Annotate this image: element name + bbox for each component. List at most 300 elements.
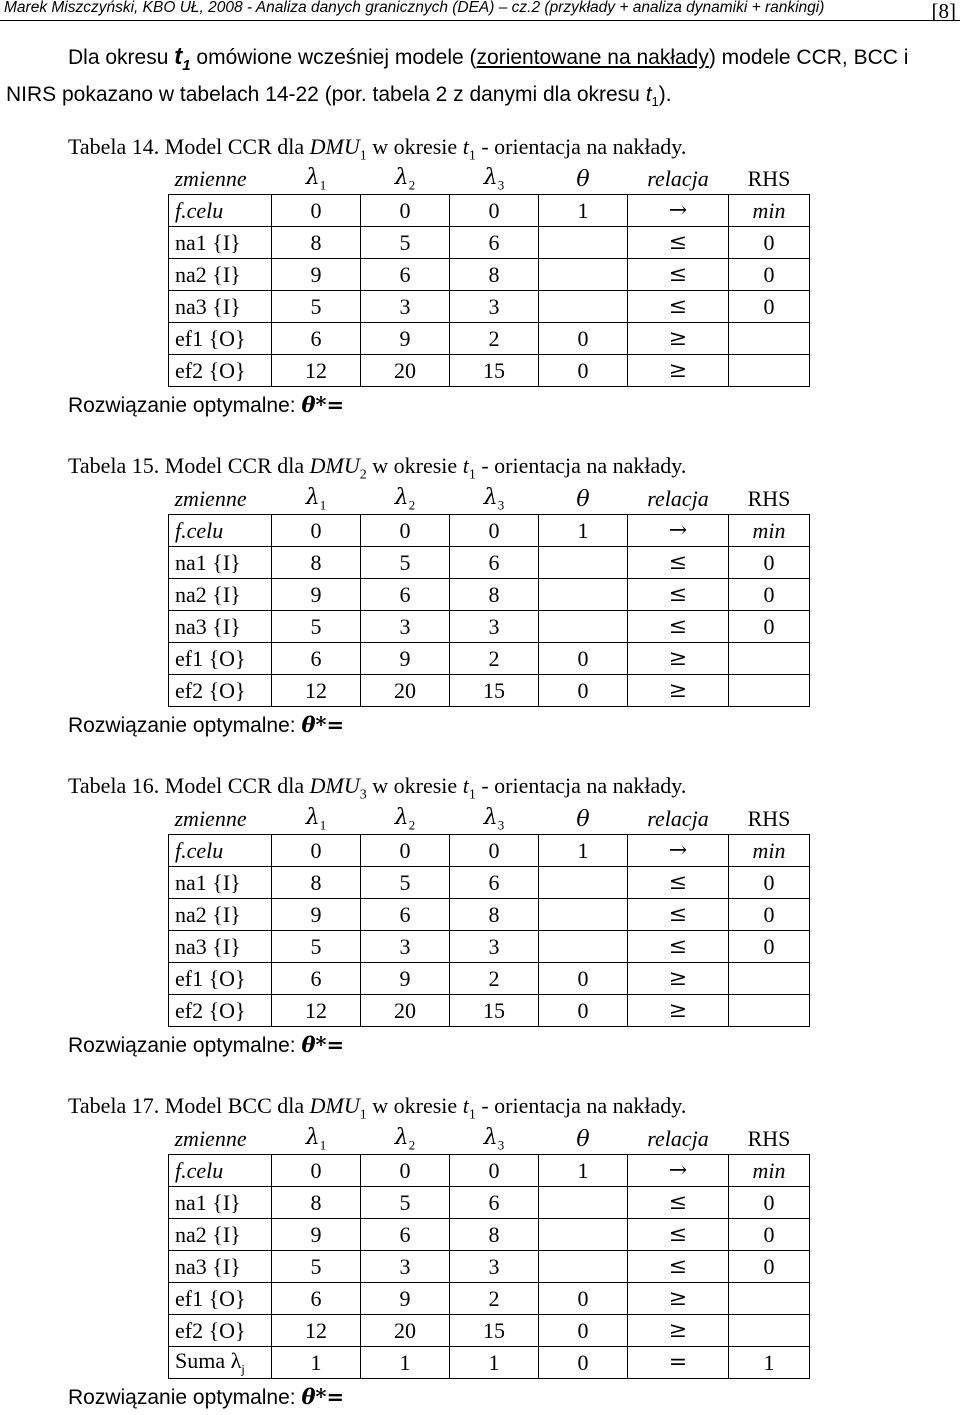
caption-dmu-sub: 2 [359, 467, 367, 483]
row-label-sub: j [241, 1361, 245, 1377]
lambda-symbol: λ [305, 164, 320, 190]
cell-rhs [729, 355, 810, 387]
cell-lambda-3: 8 [450, 1219, 539, 1251]
cell-theta [539, 899, 628, 931]
cell-rhs: 0 [729, 259, 810, 291]
cell-theta [539, 1251, 628, 1283]
caption-period-sub: 1 [468, 787, 476, 803]
cell-lambda-2: 1 [361, 1347, 450, 1379]
lambda-symbol: λ [483, 484, 498, 510]
theta-symbol: θ [576, 806, 590, 832]
intro-underlined: zorientowane na nakłady [476, 46, 709, 69]
cell-lambda-2: 5 [361, 1187, 450, 1219]
cell-lambda-2: 6 [361, 1219, 450, 1251]
row-label: na1 {I} [169, 227, 272, 259]
cell-relation: ≤ [628, 931, 729, 963]
cell-lambda-2: 6 [361, 259, 450, 291]
cell-lambda-3: 15 [450, 995, 539, 1027]
caption-dmu: DMU [309, 1093, 360, 1118]
cell-theta: 0 [539, 675, 628, 707]
lambda-index: 3 [497, 817, 505, 833]
caption-dmu-sub: 3 [359, 787, 367, 803]
cell-theta [539, 579, 628, 611]
theta-symbol: θ [576, 486, 590, 512]
cell-lambda-1: 8 [272, 227, 361, 259]
caption-mid: w okresie [366, 773, 463, 798]
cell-rhs: 0 [729, 899, 810, 931]
table-header-row [169, 803, 810, 835]
cell-lambda-1: 5 [272, 1251, 361, 1283]
header-rhs: RHS [729, 1123, 810, 1155]
cell-rhs [729, 963, 810, 995]
cell-lambda-2: 6 [361, 579, 450, 611]
cell-lambda-2: 0 [361, 515, 450, 547]
header-theta [539, 163, 628, 195]
cell-lambda-2: 9 [361, 323, 450, 355]
row-label: na2 {I} [169, 1219, 272, 1251]
intro-t2-sub: 1 [651, 93, 659, 109]
cell-theta: 1 [539, 835, 628, 867]
solution-label: Rozwiązanie optymalne: [68, 1386, 302, 1409]
caption-dmu-sub: 1 [359, 148, 367, 164]
cell-relation: → [628, 515, 729, 547]
cell-lambda-1: 9 [272, 579, 361, 611]
table-row [169, 867, 810, 899]
header-lambda-3 [450, 483, 539, 515]
cell-lambda-3: 2 [450, 963, 539, 995]
cell-relation: ≥ [628, 1315, 729, 1347]
intro-t-letter: t [174, 43, 183, 70]
caption-suffix: - orientacja na nakłady. [475, 134, 687, 159]
header-relation: relacja [628, 1123, 729, 1155]
cell-lambda-3: 2 [450, 643, 539, 675]
cell-lambda-1: 1 [272, 1347, 361, 1379]
cell-lambda-3: 3 [450, 931, 539, 963]
table-row [169, 515, 810, 547]
cell-theta [539, 931, 628, 963]
header-rhs: RHS [729, 163, 810, 195]
header-lambda-1 [272, 803, 361, 835]
cell-lambda-2: 3 [361, 1251, 450, 1283]
table-row [169, 1251, 810, 1283]
cell-rhs: 0 [729, 867, 810, 899]
dea-table [168, 1123, 810, 1379]
cell-lambda-1: 6 [272, 323, 361, 355]
table-header-row [169, 163, 810, 195]
row-label: na1 {I} [169, 547, 272, 579]
cell-relation: → [628, 1155, 729, 1187]
header-lambda-1 [272, 163, 361, 195]
theta-symbol: θ [576, 1126, 590, 1152]
row-label: ef2 {O} [169, 355, 272, 387]
cell-rhs [729, 1315, 810, 1347]
solution-theta: θ*= [301, 392, 345, 417]
table-row [169, 259, 810, 291]
cell-lambda-2: 0 [361, 195, 450, 227]
cell-lambda-1: 5 [272, 931, 361, 963]
cell-rhs: 0 [729, 1187, 810, 1219]
table-row [169, 963, 810, 995]
dea-table [168, 483, 810, 707]
table-row [169, 195, 810, 227]
cell-theta [539, 1219, 628, 1251]
intro-t2: t [645, 82, 652, 106]
dea-table [168, 163, 810, 387]
cell-lambda-3: 0 [450, 195, 539, 227]
cell-lambda-1: 12 [272, 1315, 361, 1347]
table-row [169, 579, 810, 611]
cell-relation: ≤ [628, 259, 729, 291]
table-row [169, 931, 810, 963]
solution-theta: θ*= [301, 1384, 345, 1409]
caption-period: t [462, 134, 469, 159]
lambda-symbol: λ [305, 1124, 320, 1150]
header-lambda-2 [361, 1123, 450, 1155]
cell-lambda-3: 3 [450, 611, 539, 643]
intro-text-3: ) modele CCR, BCC i NIRS pokazano w tabelach 14-22 (por. tabela 2 z danymi dla okresu [6, 46, 909, 106]
intro-t-symbol [174, 43, 191, 74]
cell-theta: 0 [539, 1315, 628, 1347]
row-label: na2 {I} [169, 899, 272, 931]
cell-lambda-3: 0 [450, 835, 539, 867]
cell-lambda-2: 0 [361, 1155, 450, 1187]
header-theta [539, 1123, 628, 1155]
lambda-symbol: λ [305, 804, 320, 830]
cell-lambda-2: 6 [361, 899, 450, 931]
cell-theta: 1 [539, 195, 628, 227]
lambda-index: 2 [408, 177, 416, 193]
cell-relation: ≥ [628, 675, 729, 707]
cell-lambda-2: 5 [361, 867, 450, 899]
cell-theta: 0 [539, 1283, 628, 1315]
cell-lambda-1: 0 [272, 195, 361, 227]
caption-period-sub: 1 [468, 148, 476, 164]
cell-lambda-1: 6 [272, 1283, 361, 1315]
cell-lambda-3: 3 [450, 1251, 539, 1283]
cell-relation: ≤ [628, 1251, 729, 1283]
cell-lambda-3: 15 [450, 355, 539, 387]
row-label: na2 {I} [169, 579, 272, 611]
lambda-symbol: λ [305, 484, 320, 510]
cell-theta: 0 [539, 963, 628, 995]
caption-mid: w okresie [366, 134, 463, 159]
cell-relation: ≥ [628, 643, 729, 675]
cell-relation: ≤ [628, 867, 729, 899]
cell-lambda-1: 5 [272, 611, 361, 643]
table-row [169, 899, 810, 931]
cell-lambda-2: 9 [361, 1283, 450, 1315]
table-row [169, 835, 810, 867]
caption-prefix: Tabela 14. Model CCR dla [68, 134, 310, 159]
header-theta [539, 483, 628, 515]
cell-rhs: min [729, 835, 810, 867]
header-lambda-1 [272, 1123, 361, 1155]
optimal-solution [68, 391, 344, 420]
table-row [169, 1283, 810, 1315]
header-text: Marek Miszczyński, KBO UŁ, 2008 - Analiza danych granicznych (DEA) – cz.2 (przykłady + analiza dynamiki + rankingi) [4, 0, 825, 16]
cell-theta [539, 1187, 628, 1219]
cell-theta: 0 [539, 643, 628, 675]
cell-lambda-3: 8 [450, 899, 539, 931]
row-label: na2 {I} [169, 259, 272, 291]
header-relation: relacja [628, 803, 729, 835]
cell-lambda-2: 3 [361, 931, 450, 963]
cell-theta [539, 291, 628, 323]
cell-lambda-3: 8 [450, 259, 539, 291]
caption-prefix: Tabela 15. Model CCR dla [68, 453, 310, 478]
optimal-solution [68, 711, 344, 740]
cell-rhs [729, 675, 810, 707]
page-header [0, 0, 960, 21]
caption-prefix: Tabela 17. Model BCC dla [68, 1093, 310, 1118]
cell-rhs: 1 [729, 1347, 810, 1379]
cell-lambda-1: 8 [272, 1187, 361, 1219]
intro-text-4: ). [658, 82, 672, 106]
cell-lambda-3: 0 [450, 1155, 539, 1187]
table-row [169, 291, 810, 323]
row-label: ef1 {O} [169, 1283, 272, 1315]
cell-theta: 0 [539, 995, 628, 1027]
cell-relation: ≥ [628, 995, 729, 1027]
cell-relation: ≥ [628, 355, 729, 387]
lambda-index: 3 [497, 1137, 505, 1153]
cell-rhs: 0 [729, 931, 810, 963]
table-row [169, 643, 810, 675]
cell-theta [539, 547, 628, 579]
row-label: ef1 {O} [169, 963, 272, 995]
cell-lambda-1: 12 [272, 675, 361, 707]
cell-lambda-2: 0 [361, 835, 450, 867]
cell-rhs: 0 [729, 611, 810, 643]
table-row [169, 1187, 810, 1219]
lambda-symbol: λ [394, 484, 409, 510]
theta-symbol: θ [576, 166, 590, 192]
cell-relation: ≤ [628, 899, 729, 931]
cell-rhs [729, 643, 810, 675]
cell-lambda-3: 2 [450, 1283, 539, 1315]
caption-period-sub: 1 [468, 1107, 476, 1123]
cell-lambda-1: 9 [272, 259, 361, 291]
cell-rhs: 0 [729, 227, 810, 259]
lambda-index: 2 [408, 817, 416, 833]
lambda-symbol: λ [483, 804, 498, 830]
header-variables: zmienne [169, 483, 272, 515]
cell-relation: ≥ [628, 323, 729, 355]
row-label: f.celu [169, 195, 272, 227]
table-row [169, 323, 810, 355]
cell-theta [539, 259, 628, 291]
caption-dmu: DMU [309, 773, 360, 798]
solution-theta: θ*= [301, 712, 345, 737]
cell-relation: ≤ [628, 291, 729, 323]
cell-lambda-1: 8 [272, 547, 361, 579]
row-label: ef2 {O} [169, 675, 272, 707]
table-row [169, 675, 810, 707]
cell-relation: ≤ [628, 1187, 729, 1219]
header-relation: relacja [628, 483, 729, 515]
row-label: na1 {I} [169, 1187, 272, 1219]
row-label: f.celu [169, 515, 272, 547]
cell-lambda-1: 0 [272, 835, 361, 867]
lambda-index: 1 [319, 1137, 327, 1153]
table-header-row [169, 1123, 810, 1155]
cell-lambda-1: 6 [272, 963, 361, 995]
cell-theta: 1 [539, 515, 628, 547]
lambda-symbol: λ [394, 1124, 409, 1150]
cell-theta: 1 [539, 1155, 628, 1187]
cell-relation: ≤ [628, 227, 729, 259]
cell-lambda-3: 2 [450, 323, 539, 355]
row-label: na3 {I} [169, 1251, 272, 1283]
cell-lambda-1: 0 [272, 515, 361, 547]
table-row [169, 611, 810, 643]
cell-rhs [729, 323, 810, 355]
cell-relation: ≤ [628, 611, 729, 643]
caption-dmu: DMU [309, 453, 360, 478]
lambda-index: 2 [408, 497, 416, 513]
cell-lambda-2: 20 [361, 675, 450, 707]
optimal-solution [68, 1383, 344, 1412]
caption-mid: w okresie [366, 453, 463, 478]
caption-period-sub: 1 [468, 467, 476, 483]
cell-rhs [729, 1283, 810, 1315]
cell-lambda-1: 8 [272, 867, 361, 899]
lambda-symbol: λ [394, 804, 409, 830]
cell-lambda-1: 12 [272, 995, 361, 1027]
cell-theta: 0 [539, 323, 628, 355]
caption-period: t [462, 1093, 469, 1118]
caption-prefix: Tabela 16. Model CCR dla [68, 773, 310, 798]
table-row [169, 1315, 810, 1347]
intro-text-2: omówione wcześniej modele ( [190, 46, 477, 69]
header-lambda-3 [450, 1123, 539, 1155]
cell-lambda-3: 0 [450, 515, 539, 547]
cell-theta: 0 [539, 355, 628, 387]
cell-lambda-2: 20 [361, 1315, 450, 1347]
cell-lambda-3: 3 [450, 291, 539, 323]
solution-label: Rozwiązanie optymalne: [68, 394, 302, 417]
cell-lambda-2: 9 [361, 963, 450, 995]
cell-theta [539, 867, 628, 899]
cell-relation: ≥ [628, 963, 729, 995]
cell-relation: ≥ [628, 1283, 729, 1315]
row-label: na3 {I} [169, 931, 272, 963]
row-label: na1 {I} [169, 867, 272, 899]
row-label: ef1 {O} [169, 323, 272, 355]
row-label: na3 {I} [169, 291, 272, 323]
cell-relation: → [628, 195, 729, 227]
cell-rhs: 0 [729, 1251, 810, 1283]
caption-suffix: - orientacja na nakłady. [475, 1093, 687, 1118]
cell-relation: ≤ [628, 547, 729, 579]
dea-table [168, 803, 810, 1027]
table-row [169, 1219, 810, 1251]
cell-lambda-2: 5 [361, 547, 450, 579]
row-label: ef1 {O} [169, 643, 272, 675]
caption-dmu: DMU [309, 134, 360, 159]
solution-label: Rozwiązanie optymalne: [68, 1034, 302, 1057]
cell-relation: → [628, 835, 729, 867]
cell-lambda-1: 9 [272, 899, 361, 931]
lambda-index: 3 [497, 177, 505, 193]
intro-t-sub: 1 [182, 56, 191, 74]
cell-rhs: min [729, 195, 810, 227]
cell-lambda-2: 9 [361, 643, 450, 675]
cell-rhs: min [729, 515, 810, 547]
intro-paragraph [6, 42, 951, 116]
row-label [169, 1347, 272, 1379]
cell-theta [539, 611, 628, 643]
lambda-symbol: λ [394, 164, 409, 190]
row-label: ef2 {O} [169, 995, 272, 1027]
optimal-solution [68, 1031, 344, 1060]
caption-suffix: - orientacja na nakłady. [475, 773, 687, 798]
solution-label: Rozwiązanie optymalne: [68, 714, 302, 737]
cell-lambda-2: 20 [361, 995, 450, 1027]
lambda-symbol: λ [483, 1124, 498, 1150]
cell-lambda-2: 20 [361, 355, 450, 387]
header-lambda-2 [361, 803, 450, 835]
header-lambda-3 [450, 803, 539, 835]
table-row [169, 1155, 810, 1187]
row-label: na3 {I} [169, 611, 272, 643]
caption-mid: w okresie [366, 1093, 463, 1118]
lambda-index: 2 [408, 1137, 416, 1153]
cell-lambda-2: 3 [361, 611, 450, 643]
cell-lambda-3: 15 [450, 675, 539, 707]
header-lambda-3 [450, 163, 539, 195]
cell-lambda-3: 6 [450, 227, 539, 259]
cell-rhs: 0 [729, 1219, 810, 1251]
cell-theta: 0 [539, 1347, 628, 1379]
cell-rhs: 0 [729, 547, 810, 579]
cell-lambda-1: 0 [272, 1155, 361, 1187]
lambda-index: 3 [497, 497, 505, 513]
cell-lambda-2: 3 [361, 291, 450, 323]
cell-lambda-3: 6 [450, 1187, 539, 1219]
table-row [169, 547, 810, 579]
cell-lambda-1: 5 [272, 291, 361, 323]
caption-dmu-sub: 1 [359, 1107, 367, 1123]
header-lambda-1 [272, 483, 361, 515]
cell-lambda-1: 6 [272, 643, 361, 675]
cell-relation: ≤ [628, 579, 729, 611]
cell-rhs: 0 [729, 291, 810, 323]
cell-relation: = [628, 1347, 729, 1379]
header-theta [539, 803, 628, 835]
header-variables: zmienne [169, 1123, 272, 1155]
lambda-index: 1 [319, 177, 327, 193]
cell-relation: ≤ [628, 1219, 729, 1251]
table-header-row [169, 483, 810, 515]
caption-suffix: - orientacja na nakłady. [475, 453, 687, 478]
table-row [169, 1347, 810, 1379]
header-relation: relacja [628, 163, 729, 195]
page-number: [8] [931, 0, 956, 23]
cell-lambda-3: 6 [450, 867, 539, 899]
lambda-symbol: λ [483, 164, 498, 190]
header-variables: zmienne [169, 803, 272, 835]
cell-theta [539, 227, 628, 259]
table-row [169, 355, 810, 387]
row-label: f.celu [169, 1155, 272, 1187]
table-row [169, 995, 810, 1027]
cell-rhs [729, 995, 810, 1027]
caption-period: t [462, 453, 469, 478]
cell-lambda-3: 6 [450, 547, 539, 579]
cell-lambda-3: 8 [450, 579, 539, 611]
cell-lambda-2: 5 [361, 227, 450, 259]
